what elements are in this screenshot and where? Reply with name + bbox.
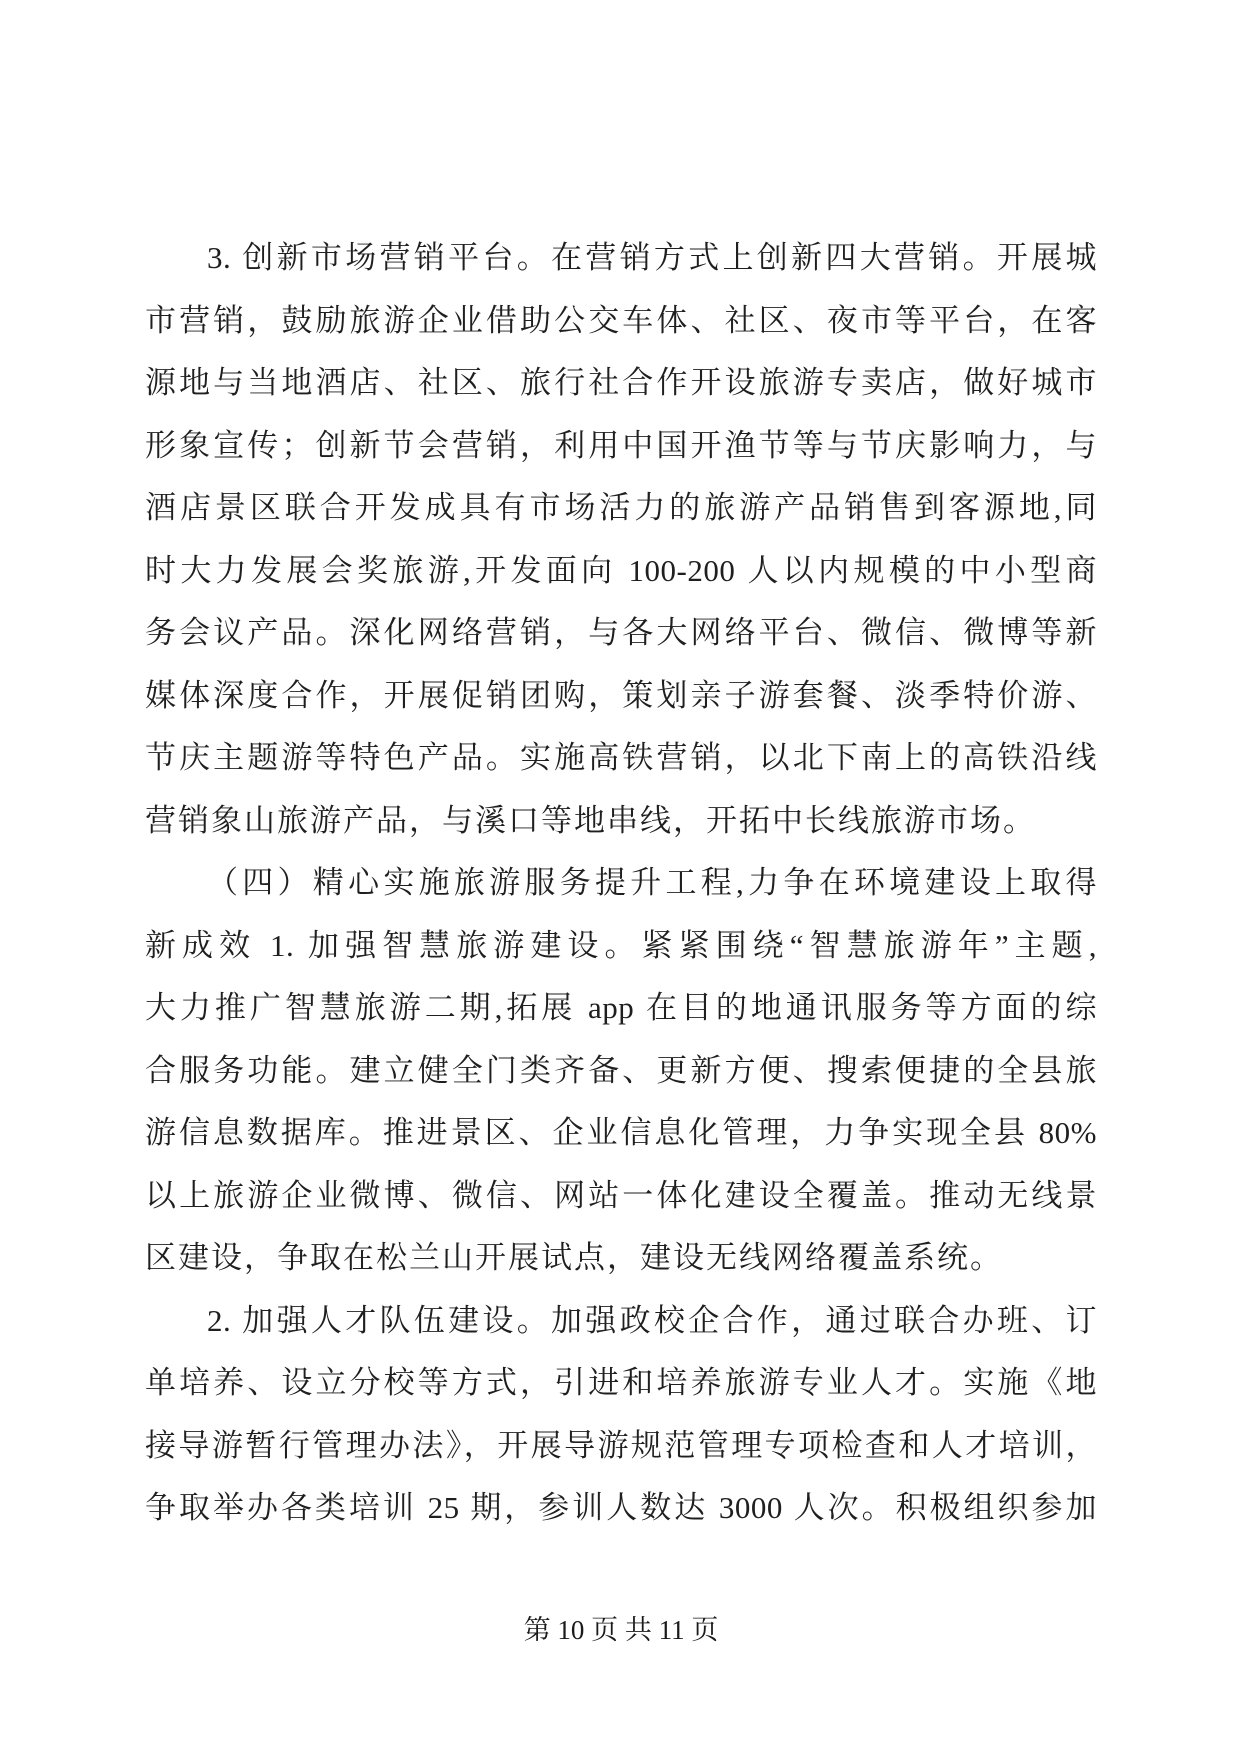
text-line: 时大力发展会奖旅游,开发面向 100-200 人以内规模的中小型商: [145, 552, 1097, 588]
document-body: [145, 227, 1097, 1540]
text-line: 形象宣传；创新节会营销，利用中国开渔节等与节庆影响力，与: [145, 427, 1097, 463]
text-line: （四）精心实施旅游服务提升工程,力争在环境建设上取得: [207, 865, 1097, 900]
text-line: 市营销，鼓励旅游企业借助公交车体、社区、夜市等平台，在客: [145, 302, 1097, 338]
text-line: 游信息数据库。推进景区、企业信息化管理，力争实现全县 80%: [145, 1115, 1097, 1150]
page-footer: 第 10 页 共 11 页: [523, 1615, 719, 1645]
text-line: 3. 创新市场营销平台。在营销方式上创新四大营销。开展城: [207, 240, 1097, 275]
text-line: 新成效 1. 加强智慧旅游建设。紧紧围绕“智慧旅游年”主题,: [145, 927, 1097, 963]
text-line: 源地与当地酒店、社区、旅行社合作开设旅游专卖店，做好城市: [145, 365, 1097, 400]
text-line: 接导游暂行管理办法》，开展导游规范管理专项检查和人才培训，: [145, 1427, 1097, 1463]
paragraph-service-upgrade: [145, 852, 1097, 1290]
text-line: 营销象山旅游产品，与溪口等地串线，开拓中长线旅游市场。: [145, 802, 1036, 838]
text-line: 争取举办各类培训 25 期，参训人数达 3000 人次。积极组织参加: [145, 1490, 1097, 1525]
text-line: 节庆主题游等特色产品。实施高铁营销，以北下南上的高铁沿线: [145, 740, 1097, 775]
text-line: 大力推广智慧旅游二期,拓展 app 在目的地通讯服务等方面的综: [145, 990, 1097, 1025]
text-line: 2. 加强人才队伍建设。加强政校企合作，通过联合办班、订: [207, 1302, 1097, 1338]
paragraph-marketing-platform: [145, 227, 1097, 852]
text-line: 单培养、设立分校等方式，引进和培养旅游专业人才。实施《地: [145, 1365, 1097, 1400]
text-line: 酒店景区联合开发成具有市场活力的旅游产品销售到客源地,同: [145, 490, 1097, 525]
text-line: 媒体深度合作，开展促销团购，策划亲子游套餐、淡季特价游、: [145, 677, 1097, 713]
text-line: 务会议产品。深化网络营销，与各大网络平台、微信、微博等新: [145, 615, 1097, 650]
text-line: 合服务功能。建立健全门类齐备、更新方便、搜索便捷的全县旅: [145, 1052, 1097, 1088]
paragraph-talent-team: [145, 1290, 1097, 1540]
text-line: 以上旅游企业微博、微信、网站一体化建设全覆盖。推动无线景: [145, 1177, 1097, 1213]
text-line: 区建设，争取在松兰山开展试点，建设无线网络覆盖系统。: [145, 1240, 1003, 1275]
